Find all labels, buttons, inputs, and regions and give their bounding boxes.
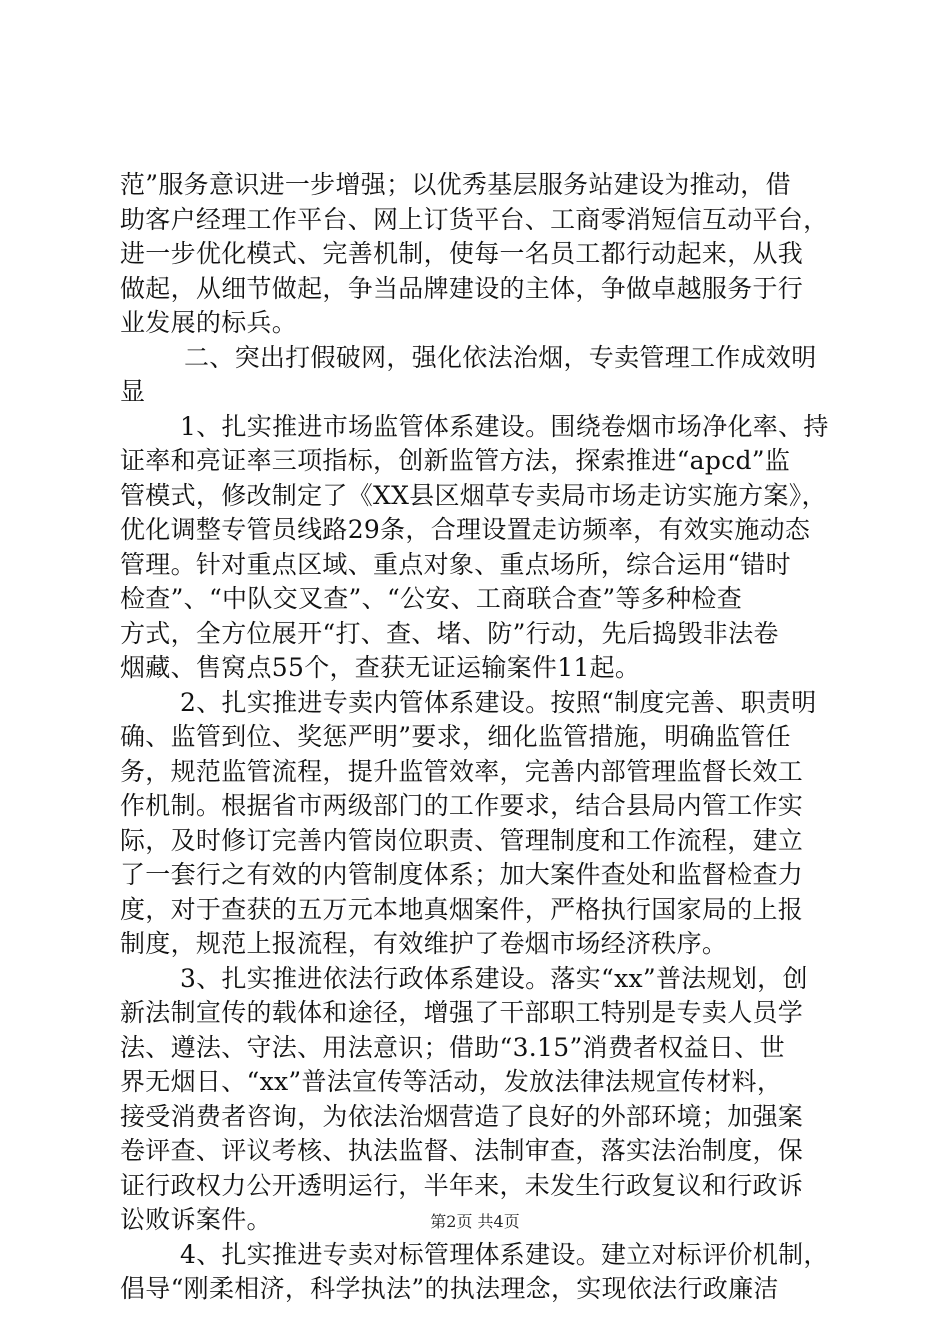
text-line: 证行政权力公开透明运行，半年来，未发生行政复议和行政诉 bbox=[120, 1170, 804, 1200]
text-line: 业发展的标兵。 bbox=[120, 308, 298, 337]
text-line: 助客户经理工作平台、网上订货平台、工商零消短信互动平台， bbox=[120, 204, 829, 234]
text-line: 管模式，修改制定了《XX县区烟草专卖局市场走访实施方案》， bbox=[120, 480, 827, 510]
text-line: 优化调整专管员线路29条，合理设置走访频率，有效实施动态 bbox=[120, 515, 811, 544]
text-line: 倡导“刚柔相济，科学执法”的执法理念，实现依法行政廉洁 bbox=[120, 1274, 779, 1303]
paragraph-first-line: 3、扎实推进依法行政体系建设。落实“xx”普法规划，创 bbox=[180, 963, 808, 993]
section-heading-line: 二、突出打假破网，强化依法治烟，专卖管理工作成效明 bbox=[184, 342, 817, 372]
paragraph-first-line: 4、扎实推进专卖对标管理体系建设。建立对标评价机制， bbox=[180, 1239, 829, 1269]
text-line: 界无烟日、“xx”普法宣传等活动，发放法律法规宣传材料， bbox=[120, 1067, 783, 1096]
text-line: 范”服务意识进一步增强；以优秀基层服务站建设为推动，借 bbox=[120, 170, 791, 199]
text-line: 新法制宣传的载体和途径，增强了干部职工特别是专卖人员学 bbox=[120, 998, 804, 1027]
text-line: 做起，从细节做起，争当品牌建设的主体，争做卓越服务于行 bbox=[120, 273, 804, 303]
text-line: 度，对于查获的五万元本地真烟案件，严格执行国家局的上报 bbox=[120, 894, 804, 924]
text-line: 际，及时修订完善内管岗位职责、管理制度和工作流程，建立 bbox=[120, 825, 804, 855]
document-body bbox=[120, 168, 836, 1307]
text-line: 了一套行之有效的内管制度体系；加大案件查处和监督检查力 bbox=[120, 860, 804, 889]
text-line: 作机制。根据省市两级部门的工作要求，结合县局内管工作实 bbox=[120, 791, 804, 820]
text-line: 进一步优化模式、完善机制，使每一名员工都行动起来，从我 bbox=[120, 239, 804, 268]
text-line: 检查”、“中队交叉查”、“公安、工商联合查”等多种检查 bbox=[120, 584, 743, 613]
text-line: 证率和亮证率三项指标，创新监管方法，探索推进“apcd”监 bbox=[120, 446, 791, 475]
text-line: 管理。针对重点区域、重点对象、重点场所，综合运用“错时 bbox=[120, 549, 791, 579]
text-line: 接受消费者咨询，为依法治烟营造了良好的外部环境；加强案 bbox=[120, 1101, 804, 1131]
paragraph-first-line: 2、扎实推进专卖内管体系建设。按照“制度完善、职责明 bbox=[180, 687, 817, 717]
page-number-label: 第2页 共4页 bbox=[430, 1212, 520, 1231]
text-line: 法、遵法、守法、用法意识；借助“3.15”消费者权益日、世 bbox=[120, 1032, 785, 1062]
page-footer bbox=[0, 1212, 950, 1232]
section-heading-line: 显 bbox=[120, 377, 146, 406]
text-line: 制度，规范上报流程，有效维护了卷烟市场经济秩序。 bbox=[120, 929, 728, 958]
text-line: 务，规范监管流程，提升监管效率，完善内部管理监督长效工 bbox=[120, 756, 804, 786]
text-line: 确、监管到位、奖惩严明”要求，细化监管措施，明确监管任 bbox=[120, 722, 791, 751]
paragraph-first-line: 1、扎实推进市场监管体系建设。围绕卷烟市场净化率、持 bbox=[180, 411, 829, 441]
text-line: 卷评查、评议考核、执法监督、法制审查，落实法治制度，保 bbox=[120, 1136, 804, 1165]
text-line: 讼败诉案件。 bbox=[120, 1205, 272, 1234]
text-line: 方式，全方位展开“打、查、堵、防”行动，先后捣毁非法卷 bbox=[120, 618, 779, 648]
text-line: 烟藏、售窝点55个，查获无证运输案件11起。 bbox=[120, 653, 641, 682]
